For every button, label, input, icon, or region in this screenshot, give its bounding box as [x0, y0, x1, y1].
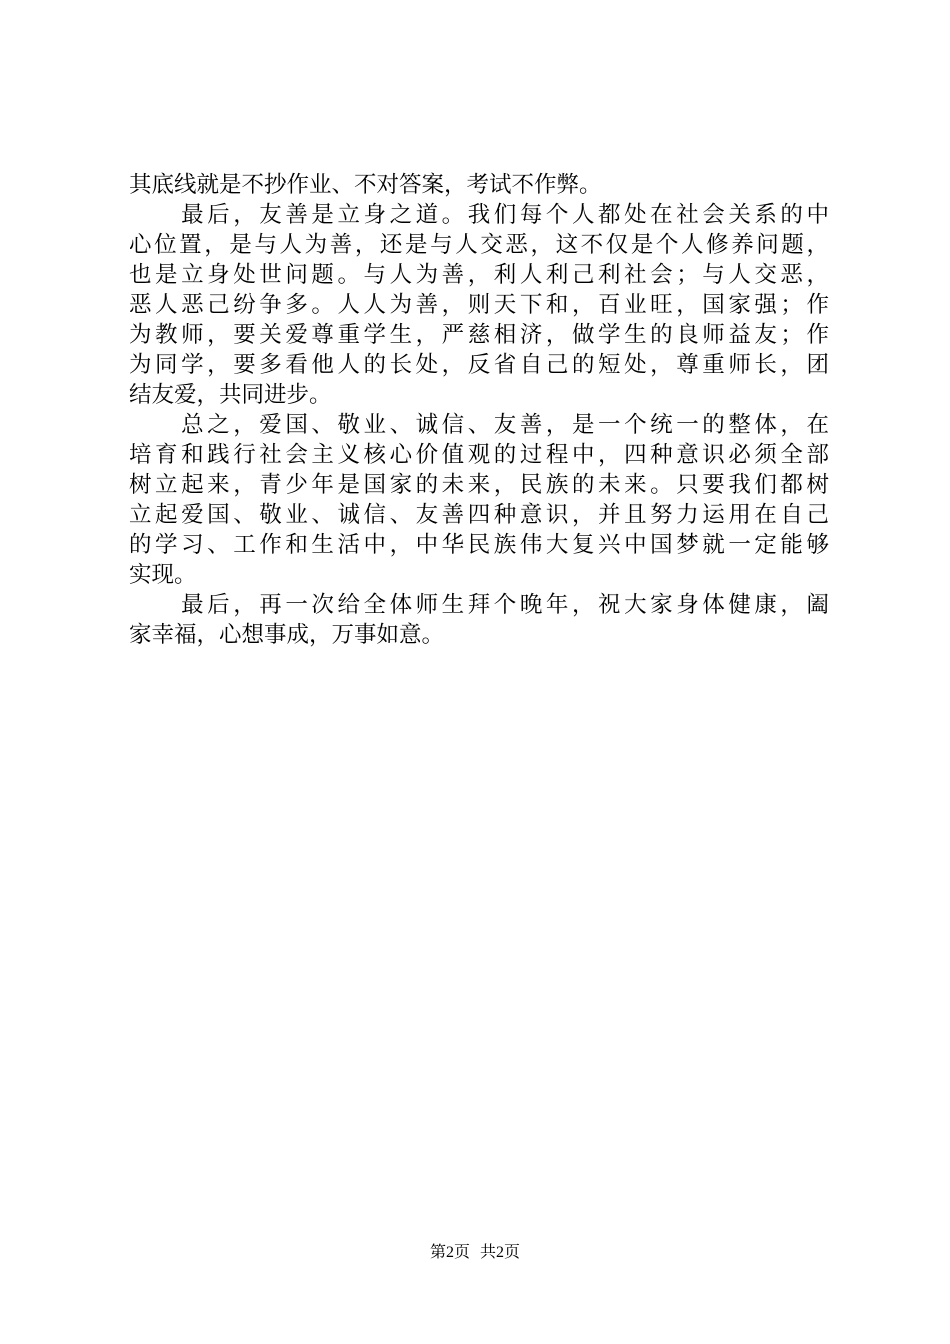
page-footer	[0, 1243, 950, 1263]
text-line: 为教师，要关爱尊重学生，严慈相济，做学生的良师益友；作	[129, 322, 829, 348]
text-line: 为同学，要多看他人的长处，反省自己的短处，尊重师长，团	[129, 352, 829, 378]
text-line: 实现。	[129, 562, 197, 588]
page-total: 共2页	[480, 1244, 521, 1261]
text-line: 恶人恶己纷争多。人人为善，则天下和，百业旺，国家强；作	[129, 292, 829, 318]
document-body	[129, 170, 829, 650]
text-line: 最后，友善是立身之道。我们每个人都处在社会关系的中	[129, 202, 829, 228]
text-line: 结友爱，共同进步。	[129, 382, 332, 408]
text-line: 最后，再一次给全体师生拜个晚年，祝大家身体健康，阖	[129, 592, 829, 618]
text-line: 其底线就是不抄作业、不对答案，考试不作弊。	[129, 172, 602, 198]
text-line: 树立起来，青少年是国家的未来，民族的未来。只要我们都树	[129, 472, 829, 498]
page-number: 第2页	[429, 1244, 470, 1261]
text-line: 总之，爱国、敬业、诚信、友善，是一个统一的整体，在	[129, 412, 829, 438]
text-line: 心位置，是与人为善，还是与人交恶，这不仅是个人修养问题，	[129, 232, 829, 258]
text-line: 立起爱国、敬业、诚信、友善四种意识，并且努力运用在自己	[129, 502, 829, 528]
text-line: 也是立身处世问题。与人为善，利人利己利社会；与人交恶，	[129, 262, 829, 288]
text-line: 培育和践行社会主义核心价值观的过程中，四种意识必须全部	[129, 442, 829, 468]
text-line: 的学习、工作和生活中，中华民族伟大复兴中国梦就一定能够	[129, 532, 829, 558]
text-line: 家幸福，心想事成，万事如意。	[129, 622, 445, 648]
